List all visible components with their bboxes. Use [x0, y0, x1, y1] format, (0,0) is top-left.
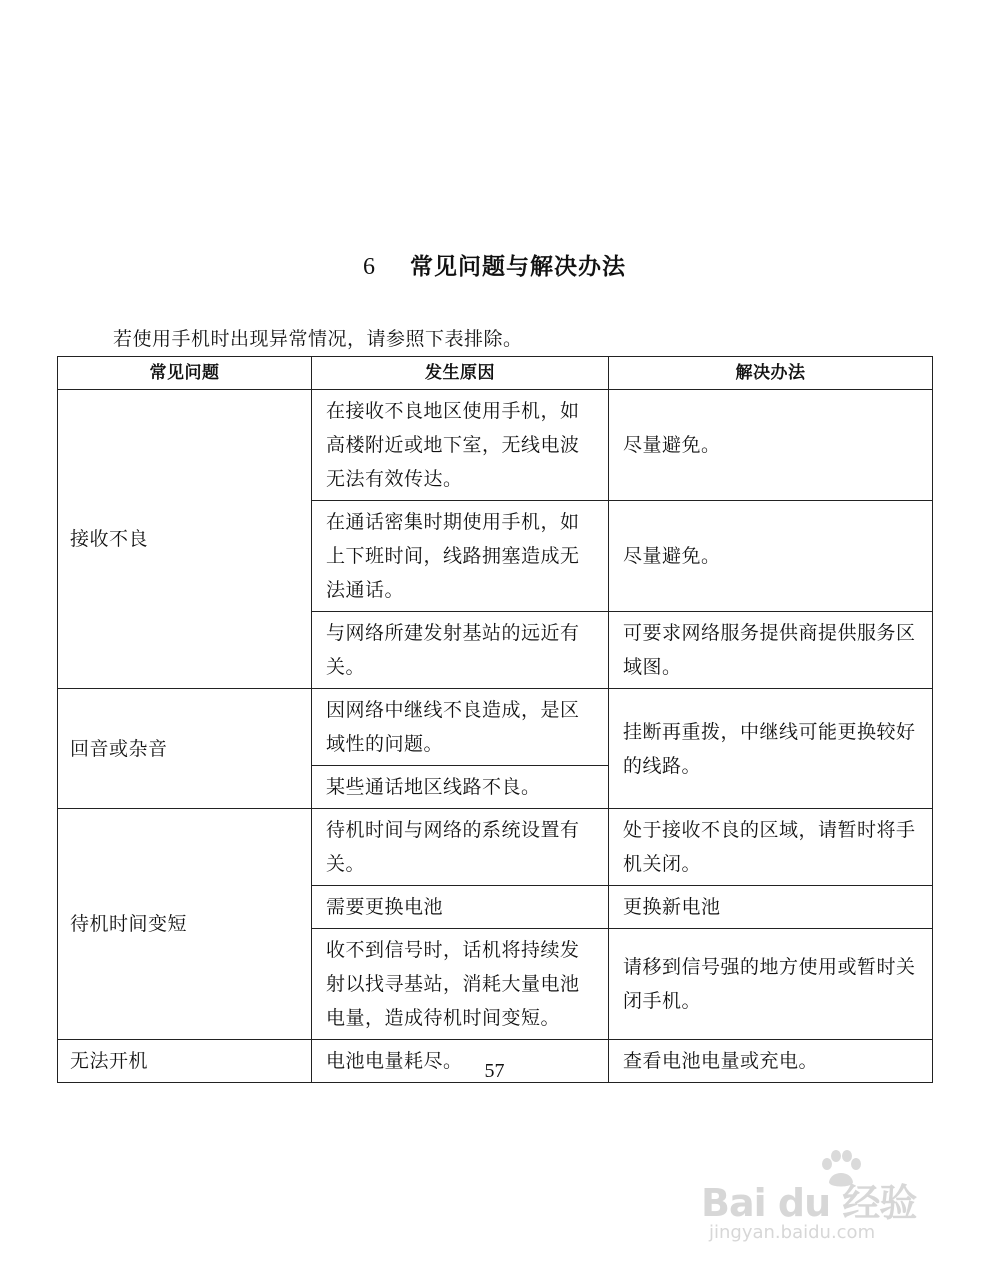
cause-cell: 在接收不良地区使用手机，如高楼附近或地下室，无线电波无法有效传达。 [312, 390, 609, 501]
cause-cell: 某些通话地区线路不良。 [312, 766, 609, 809]
cause-cell: 在通话密集时期使用手机，如上下班时间，线路拥塞造成无法通话。 [312, 501, 609, 612]
problem-cell: 回音或杂音 [58, 689, 312, 809]
solution-cell: 处于接收不良的区域，请暂时将手机关闭。 [609, 809, 933, 886]
cause-cell: 因网络中继线不良造成，是区域性的问题。 [312, 689, 609, 766]
problem-cell: 接收不良 [58, 390, 312, 689]
problem-cell: 无法开机 [58, 1040, 312, 1083]
cause-cell: 收不到信号时，话机将持续发射以找寻基站，消耗大量电池电量，造成待机时间变短。 [312, 929, 609, 1040]
table-row [58, 689, 933, 766]
cause-cell: 待机时间与网络的系统设置有关。 [312, 809, 609, 886]
solution-cell: 请移到信号强的地方使用或暂时关闭手机。 [609, 929, 933, 1040]
intro-text: 若使用手机时出现异常情况，请参照下表排除。 [113, 328, 523, 350]
solution-cell: 查看电池电量或充电。 [609, 1040, 933, 1083]
solution-cell: 尽量避免。 [609, 501, 933, 612]
solution-cell: 尽量避免。 [609, 390, 933, 501]
solution-cell: 可要求网络服务提供商提供服务区域图。 [609, 612, 933, 689]
watermark-brand: Bai du 经验 [701, 1181, 917, 1225]
section-heading [0, 248, 989, 281]
solution-cell: 更换新电池 [609, 886, 933, 929]
table-row [58, 809, 933, 886]
table-header-row [58, 357, 933, 390]
cause-cell: 电池电量耗尽。 [312, 1040, 609, 1083]
solution-cell: 挂断再重拨，中继线可能更换较好的线路。 [609, 689, 933, 809]
faq-table [57, 356, 933, 1083]
cause-cell: 需要更换电池 [312, 886, 609, 929]
section-title: 常见问题与解决办法 [410, 254, 626, 280]
header-cause: 发生原因 [312, 357, 609, 390]
page-number: 57 [484, 1060, 505, 1082]
baidu-jingyan-watermark [701, 1150, 931, 1250]
watermark-url: jingyan.baidu.com [709, 1222, 876, 1243]
cause-cell: 与网络所建发射基站的远近有关。 [312, 612, 609, 689]
table-row [58, 390, 933, 501]
problem-cell: 待机时间变短 [58, 809, 312, 1040]
header-solution: 解决办法 [609, 357, 933, 390]
header-problem: 常见问题 [58, 357, 312, 390]
section-number: 6 [363, 254, 376, 280]
